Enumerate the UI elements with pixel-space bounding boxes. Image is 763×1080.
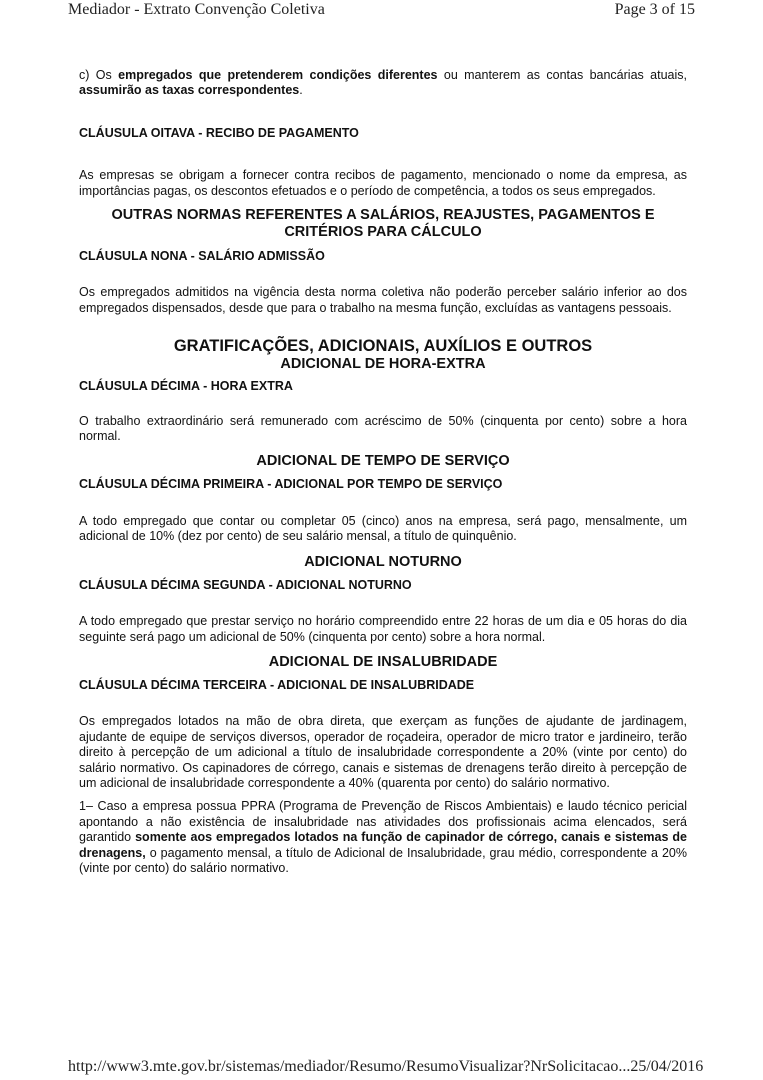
page-header (68, 1, 695, 19)
header-title: Mediador - Extrato Convenção Coletiva (68, 1, 325, 18)
clausula-nona-text: Os empregados admitidos na vigência desta norma coletiva não poderão perceber salário inferior ao dos empregados dispensados, desde que para o trabalho na mesma função, excluídas as vantagens pessoais. (79, 285, 687, 315)
item-c-bold-1: empregados que pretenderem condições diferentes (118, 68, 438, 82)
clausula-decima-title: CLÁUSULA DÉCIMA - HORA EXTRA (79, 379, 293, 394)
item-c-prefix: c) Os (79, 68, 119, 82)
item-c-end: . (299, 83, 303, 98)
clausula-decima-primeira-text: A todo empregado que contar ou completar 05 (cinco) anos na empresa, será pago, mensalmente, um adicional de 10% (dez por cento) de seu salário mensal, a título de quinquênio. (79, 513, 687, 544)
item-1-pre: 1– Caso a empresa possua PPRA (Programa de Prevenção de Riscos Ambientais) e laudo técnico pericial apontando a não existência de insalubridade nas atividades dos profissionais acima elencados, será garantido (79, 799, 687, 845)
section-tempo-servico: ADICIONAL DE TEMPO DE SERVIÇO (256, 453, 510, 470)
page-number: Page 3 of 15 (614, 1, 695, 18)
section-insalubridade: ADICIONAL DE INSALUBRIDADE (268, 653, 498, 670)
item-c-middle: ou manterem as contas bancárias atuais, (437, 68, 687, 82)
clausula-decima-segunda-text: A todo empregado que prestar serviço no horário compreendido entre 22 horas de um dia e 05 horas do dia seguinte será pago um adicional de 50% (cinquenta por cento) sobre a hora normal. (79, 614, 687, 644)
footer-url: http://www3.mte.gov.br/sistemas/mediador/Resumo/ResumoVisualizar?NrSolicitacao... (68, 1058, 631, 1075)
section-gratificacoes-subtitle: ADICIONAL DE HORA-EXTRA (280, 356, 486, 373)
clausula-decima-terceira-title: CLÁUSULA DÉCIMA TERCEIRA - ADICIONAL DE INSALUBRIDADE (79, 677, 475, 692)
clausula-decima-terceira-item-1 (79, 799, 687, 876)
page-footer (68, 1058, 704, 1076)
clausula-decima-text: O trabalho extraordinário será remunerado com acréscimo de 50% (cinquenta por cento) sobre a hora normal. (79, 413, 687, 444)
clausula-decima-terceira-text: Os empregados lotados na mão de obra direta, que exerçam as funções de ajudante de jardinagem, ajudante de equipe de serviços diversos, operador de roçadeira, operador de micro trator e jardineiro, terão direito à percepção de um adicional a título de insalubridade correspondente a 20% (vinte por cento) do salário normativo. Os capinadores de córrego, canais e sistemas de drenagens terão direito à percepção de um adicional de insalubridade correspondente a 40% (quarenta por cento) do salário normativo. (79, 714, 687, 790)
item-c-paragraph (79, 68, 687, 99)
section-gratificacoes-title: GRATIFICAÇÕES, ADICIONAIS, AUXÍLIOS E OUTROS (173, 337, 593, 356)
item-1-bold: somente aos empregados lotados na função de capinador de córrego, canais e sistemas de drenagens, (79, 830, 687, 860)
section-noturno: ADICIONAL NOTURNO (304, 553, 462, 570)
section-outras-normas-line2: CRITÉRIOS PARA CÁLCULO (284, 224, 482, 241)
clausula-oitava-title: CLÁUSULA OITAVA - RECIBO DE PAGAMENTO (79, 125, 359, 140)
item-c-bold-2: assumirão as taxas correspondentes (79, 83, 300, 98)
item-1-post: o pagamento mensal, a título de Adicional de Insalubridade, grau médio, correspondente a 20% (vinte por cento) do salário normativo. (79, 845, 687, 875)
section-outras-normas-line1: OUTRAS NORMAS REFERENTES A SALÁRIOS, REAJUSTES, PAGAMENTOS E (111, 207, 655, 224)
clausula-decima-segunda-title: CLÁUSULA DÉCIMA SEGUNDA - ADICIONAL NOTURNO (79, 577, 412, 592)
clausula-nona-title: CLÁUSULA NONA - SALÁRIO ADMISSÃO (79, 249, 325, 264)
footer-date: 25/04/2016 (630, 1058, 704, 1075)
clausula-oitava-text: As empresas se obrigam a fornecer contra recibos de pagamento, mencionado o nome da empresa, as importâncias pagas, os descontos efetuados e o período de competência, a todos os seus empregados. (79, 168, 687, 198)
clausula-decima-primeira-title: CLÁUSULA DÉCIMA PRIMEIRA - ADICIONAL POR TEMPO DE SERVIÇO (79, 477, 503, 492)
document-body (79, 68, 687, 876)
